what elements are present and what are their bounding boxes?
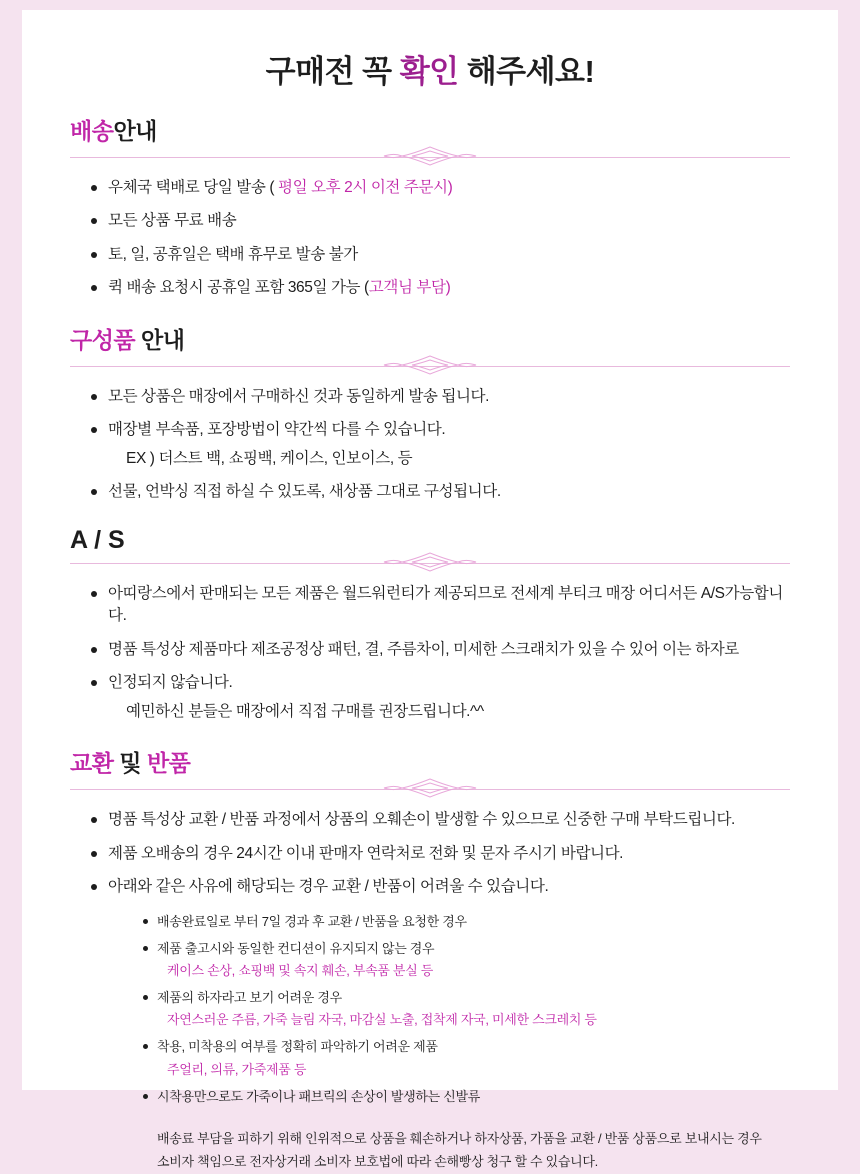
- exchange-sub-list: [22, 913, 838, 1107]
- page-title-pre: 구매전 꼭: [265, 54, 400, 89]
- list-item: 아띠랑스에서 판매되는 모든 제품은 월드워런티가 제공되므로 전세계 부티크 매장 어디서든 A/S가능합니다.: [108, 583, 790, 628]
- list-item: 배송완료일로 부터 7일 경과 후 교환 / 반품을 요청한 경우: [157, 913, 790, 931]
- ornament-icon: [382, 352, 478, 378]
- exchange-list: [22, 809, 838, 898]
- section-exchange-title: 교환 및 반품: [70, 750, 191, 777]
- section-components-title: 구성품 안내: [70, 326, 185, 353]
- list-item: 명품 특성상 교환 / 반품 과정에서 상품의 오훼손이 발생할 수 있으므로 신중한 구매 부탁드립니다.: [108, 809, 790, 831]
- list-item: 모든 상품은 매장에서 구매하신 것과 동일하게 발송 됩니다.: [108, 386, 790, 408]
- page-title: [22, 46, 838, 91]
- components-list: [22, 386, 838, 504]
- list-item: 착용, 미착용의 여부를 정확히 파악하기 어려운 제품 주얼리, 의류, 가죽제품 등: [157, 1038, 790, 1078]
- section-components-divider: [22, 360, 838, 374]
- section-delivery: [22, 113, 838, 300]
- list-item: 우체국 택배로 당일 발송 ( 평일 오후 2시 이전 주문시): [108, 177, 790, 199]
- ornament-icon: [382, 775, 478, 801]
- footnote-line-2: 소비자 책임으로 전자상거래 소비자 보호법에 따라 손해빵상 청구 할 수 있습니다.: [157, 1153, 598, 1169]
- list-item: 토, 일, 공휴일은 택배 휴무로 발송 불가: [108, 244, 790, 266]
- ornament-icon: [382, 143, 478, 169]
- list-item: 아래와 같은 사유에 해당되는 경우 교환 / 반품이 어려울 수 있습니다.: [108, 876, 790, 898]
- list-item: 제품 오배송의 경우 24시간 이내 판매자 연락처로 전화 및 문자 주시기 바랍니다.: [108, 843, 790, 865]
- list-item: 퀵 배송 요청시 공휴일 포함 365일 가능 (고객님 부담): [108, 277, 790, 299]
- list-item: 모든 상품 무료 배송: [108, 210, 790, 232]
- section-components: [22, 322, 838, 504]
- section-as-divider: [22, 557, 838, 571]
- footnote-line-1: 배송료 부담을 피하기 위해 인위적으로 상품을 훼손하거나 하자상품, 가품을 교환 / 반품 상품으로 보내시는 경우: [157, 1131, 762, 1146]
- list-item: 인정되지 않습니다. 예민하신 분들은 매장에서 직접 구매를 권장드립니다.^^: [108, 672, 790, 723]
- list-item: 매장별 부속품, 포장방법이 약간씩 다를 수 있습니다. EX ) 더스트 백, 쇼핑백, 케이스, 인보이스, 등: [108, 419, 790, 470]
- list-item: 선물, 언박싱 직접 하실 수 있도록, 새상품 그대로 구성됩니다.: [108, 481, 790, 503]
- section-delivery-divider: [22, 151, 838, 165]
- page-title-highlight: 확인: [399, 54, 459, 89]
- list-item: 제품 출고시와 동일한 컨디션이 유지되지 않는 경우 케이스 손상, 쇼핑백 및 속지 훼손, 부속품 분실 등: [157, 940, 790, 980]
- footnote: [157, 1128, 790, 1174]
- section-as: [22, 526, 838, 723]
- section-exchange-divider: [22, 783, 838, 797]
- list-item: 명품 특성상 제품마다 제조공정상 패턴, 결, 주름차이, 미세한 스크래치가 있을 수 있어 이는 하자로: [108, 639, 790, 661]
- page-title-post: 해주세요!: [458, 54, 595, 89]
- section-as-title: A / S: [70, 525, 125, 554]
- document-page: [22, 10, 838, 1169]
- section-exchange-return: [22, 745, 838, 1173]
- as-list: [22, 583, 838, 723]
- list-item: 시착용만으로도 가죽이나 패브릭의 손상이 발생하는 신발류: [157, 1088, 790, 1106]
- delivery-list: [22, 177, 838, 300]
- list-item: 제품의 하자라고 보기 어려운 경우 자연스러운 주름, 가죽 늘림 자국, 마감실 노출, 접착제 자국, 미세한 스크레치 등: [157, 989, 790, 1029]
- section-delivery-title: 배송안내: [70, 118, 157, 144]
- ornament-icon: [382, 549, 478, 575]
